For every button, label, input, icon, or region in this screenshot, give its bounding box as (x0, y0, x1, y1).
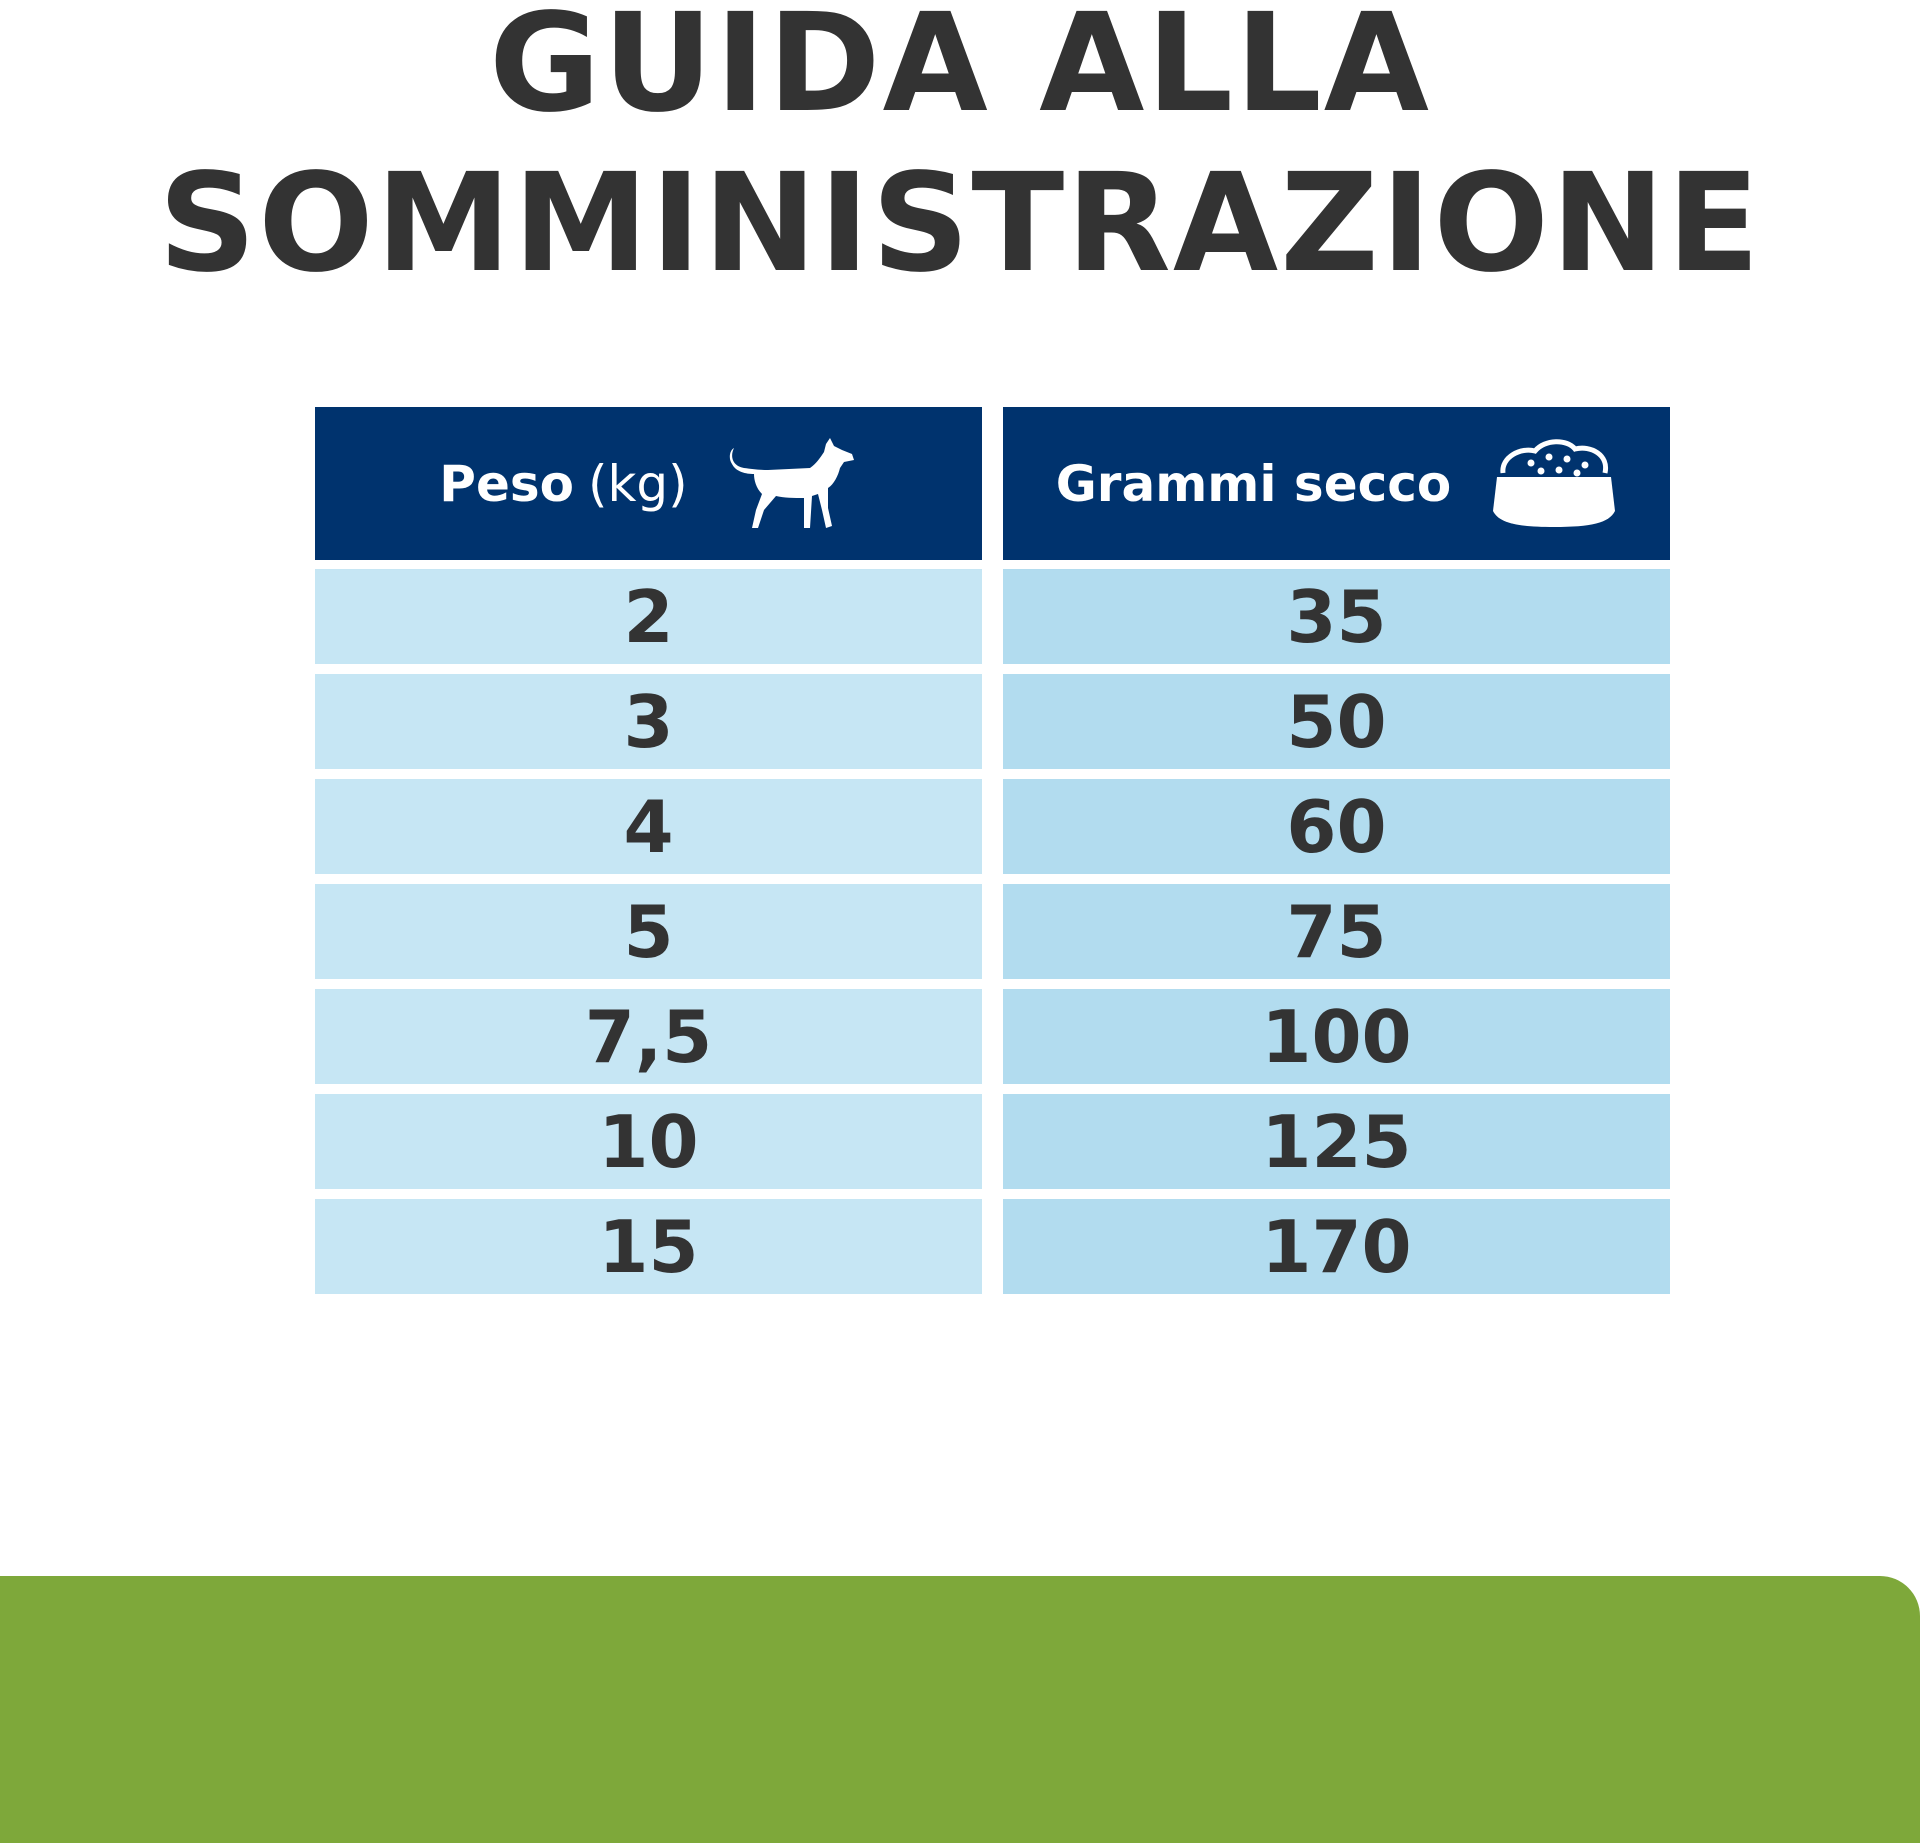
grams-cell: 100 (1003, 989, 1670, 1084)
weight-cell: 4 (315, 779, 982, 874)
weight-cell: 2 (315, 569, 982, 664)
weight-cell: 7,5 (315, 989, 982, 1084)
grams-cell: 170 (1003, 1199, 1670, 1294)
grams-cell: 125 (1003, 1094, 1670, 1189)
table-row (315, 779, 1670, 874)
weight-cell: 5 (315, 884, 982, 979)
header-weight-unit: (kg) (587, 454, 688, 513)
grams-cell: 60 (1003, 779, 1670, 874)
header-weight (315, 407, 982, 560)
table-row (315, 989, 1670, 1084)
footer-green-band (0, 1576, 1920, 1843)
feeding-table (315, 407, 1670, 1304)
grams-cell: 50 (1003, 674, 1670, 769)
header-grams (1003, 407, 1670, 560)
table-row (315, 569, 1670, 664)
weight-cell: 3 (315, 674, 982, 769)
table-row (315, 1199, 1670, 1294)
page-title (0, 0, 1920, 304)
grams-cell: 35 (1003, 569, 1670, 664)
weight-cell: 10 (315, 1094, 982, 1189)
weight-cell: 15 (315, 1199, 982, 1294)
table-row (315, 884, 1670, 979)
title-line-1: GUIDA ALLA (489, 0, 1431, 143)
dog-icon (728, 434, 858, 534)
header-grams-label: Grammi secco (1055, 454, 1452, 513)
title-line-2: SOMMINISTRAZIONE (158, 145, 1762, 303)
table-header-row (315, 407, 1670, 560)
table-row (315, 674, 1670, 769)
food-bowl-icon (1491, 437, 1617, 531)
header-weight-label: Peso (439, 454, 574, 513)
table-row (315, 1094, 1670, 1189)
grams-cell: 75 (1003, 884, 1670, 979)
